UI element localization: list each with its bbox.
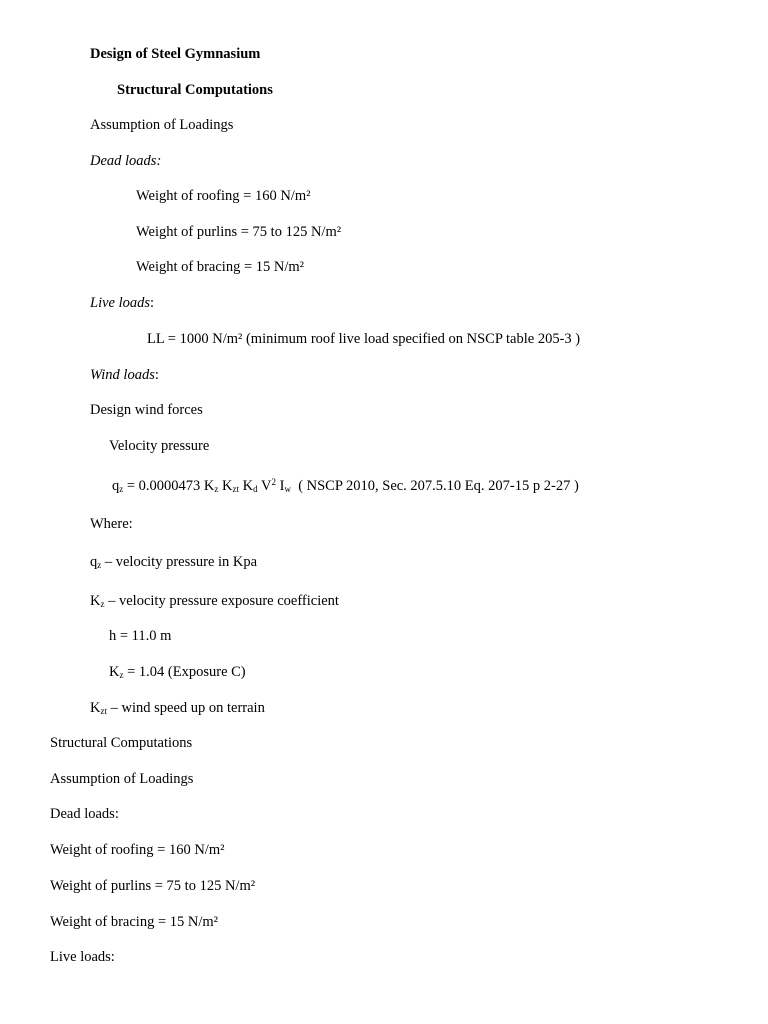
repeat-dead-loads: Dead loads: xyxy=(50,806,119,822)
live-loads-label: Live loads: xyxy=(90,295,155,311)
repeat-assumption-of-loadings: Assumption of Loadings xyxy=(50,771,194,787)
dead-loads-label: Dead loads: xyxy=(90,153,162,169)
document-subtitle: Structural Computations xyxy=(117,82,273,98)
height-value: h = 11.0 m xyxy=(109,628,172,644)
live-load-value: LL = 1000 N/m² (minimum roof live load specified on NSCP table 205-3 ) xyxy=(147,331,581,347)
qz-definition: $q_z$ – velocity pressure in Kpa xyxy=(90,554,258,570)
repeat-bracing: Weight of bracing = 15 N/m² xyxy=(50,914,219,930)
kz-definition: $K_z$ – velocity pressure exposure coefficient xyxy=(90,593,339,609)
dead-load-purlins: Weight of purlins = 75 to 125 N/m² xyxy=(136,224,342,240)
design-wind-forces: Design wind forces xyxy=(90,402,203,418)
repeat-live-loads: Live loads: xyxy=(50,949,115,965)
velocity-pressure-heading: Velocity pressure xyxy=(109,438,210,454)
repeat-structural-computations: Structural Computations xyxy=(50,735,193,751)
assumption-heading: Assumption of Loadings xyxy=(90,117,234,133)
document-title: Design of Steel Gymnasium xyxy=(90,46,261,62)
repeat-roofing: Weight of roofing = 160 N/m² xyxy=(50,842,225,858)
dead-load-roofing: Weight of roofing = 160 N/m² xyxy=(136,188,311,204)
wind-loads-label: Wind loads: xyxy=(90,367,159,383)
dead-load-bracing: Weight of bracing = 15 N/m² xyxy=(136,259,305,275)
velocity-pressure-formula: $q_z = 0.0000473$ $K_z$ $K_{zt}$ $K_d$ $V^2$ $I_w$ ( NSCP 2010, Sec. 207.5.10 Eq. 207-15 p 2-27 ) xyxy=(112,477,579,494)
kz-value: $K_z = 1.04$ (Exposure C) xyxy=(109,664,246,680)
repeat-purlins: Weight of purlins = 75 to 125 N/m² xyxy=(50,878,256,894)
where-label: Where: xyxy=(90,516,133,532)
kzt-definition: $K_{zt}$ – wind speed up on terrain xyxy=(90,700,265,716)
